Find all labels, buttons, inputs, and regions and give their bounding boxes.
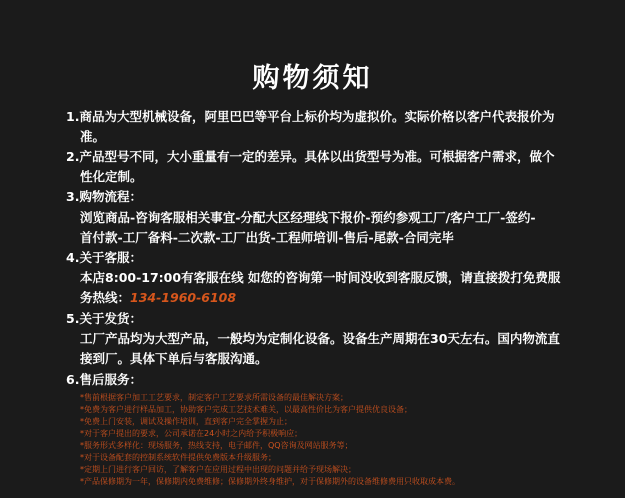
notice-4-line-1: 本店8:00-17:00有客服在线 如您的咨询第一时间没收到客服反馈，请直接拨打免费服 — [80, 270, 561, 285]
after-sale-item: *对于设备配套的控制系统软件提供免费版本升级服务； — [80, 453, 276, 462]
after-sale-item: *服务形式多样化：现场服务，热线支持，电子邮件，QQ咨询及网站服务等； — [80, 441, 353, 450]
after-sale-item: *售前根据客户加工工艺要求，制定客户工艺要求所需设备的最佳解决方案； — [80, 393, 348, 402]
notice-1-line-2: 准。 — [80, 129, 106, 144]
hotline-phone[interactable]: 134-1960-6108 — [130, 290, 237, 305]
notice-2-line-1: 2.产品型号不同，大小重量有一定的差异。具体以出货型号为准。可根据客户需求，做个 — [66, 149, 555, 164]
page-title: 购物须知 — [252, 63, 373, 94]
notice-4-heading: 4.关于客服： — [66, 250, 142, 265]
after-sale-item: *免费上门安装，调试及操作培训，直到客户完全掌握为止； — [80, 417, 292, 426]
hotline-label: 务热线： — [80, 290, 131, 305]
notice-5-line-2: 接到厂。具体下单后与客服沟通。 — [80, 351, 268, 366]
notice-3-line-2: 首付款-工厂备料-二次款-工厂出货-工程师培训-售后-尾款-合同完毕 — [80, 230, 454, 245]
notice-1-line-1: 1.商品为大型机械设备，阿里巴巴等平台上标价均为虚拟价。实际价格以客户代表报价为 — [66, 109, 555, 124]
notice-5-line-1: 工厂产品均为大型产品，一般均为定制化设备。设备生产周期在30天左右。国内物流直 — [80, 331, 560, 346]
after-sale-item: *产品保修期为一年，保修期内免费维修；保修期外终身维护，对于保修期外的设备维修费用只收取成本费。 — [80, 477, 460, 486]
after-sale-item: *定期上门进行客户回访，了解客户在应用过程中出现的问题并给予现场解决； — [80, 465, 356, 474]
notice-3-line-1: 浏览商品-咨询客服相关事宜-分配大区经理线下报价-预约参观工厂/客户工厂-签约- — [80, 210, 536, 225]
notice-6-heading: 6.售后服务： — [66, 372, 142, 387]
after-sale-item: *对于客户提出的要求，公司承诺在24小时之内给予积极响应； — [80, 429, 303, 438]
notice-2-line-2: 性化定制。 — [80, 169, 143, 184]
after-sale-item: *免费为客户进行样品加工，协助客户完成工艺技术难关，以最高性价比为客户提供优良设备； — [80, 405, 412, 414]
notice-4-line-2 — [80, 289, 236, 306]
notice-5-heading: 5.关于发货： — [66, 311, 142, 326]
notice-3-heading: 3.购物流程： — [66, 189, 142, 204]
